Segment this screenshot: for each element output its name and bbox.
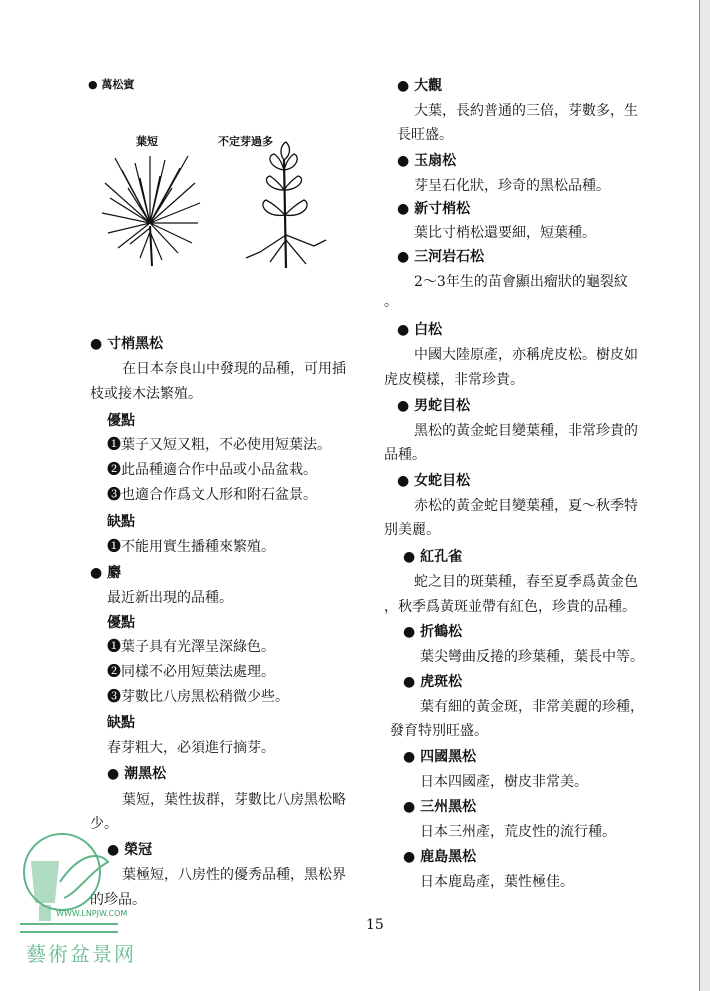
tiger-spot-line-2: 發育特別旺盛。 xyxy=(390,723,488,739)
heading-xin-cunshao-pine: ● 新寸梢松 xyxy=(397,201,471,217)
shikoku-line-1: 日本四國產，樹皮非常美。 xyxy=(420,774,588,790)
daguan-line-1: 大葉，長約普通的三倍，芽數多，生 xyxy=(414,103,638,119)
crane-pine-line-1: 葉尖彎曲反捲的珍葉種，葉長中等。 xyxy=(420,649,644,665)
heading-sanhe-rock-pine: ● 三河岩石松 xyxy=(397,249,485,265)
yingguan-desc-line-2: 的珍品。 xyxy=(90,892,146,908)
female-snake-eye-line-2: 別美麗。 xyxy=(384,522,440,538)
pine-bud-illustration xyxy=(240,140,330,270)
heading-male-snake-eye-pine: ● 男蛇目松 xyxy=(397,398,471,414)
heading-red-peacock: ● 紅孔雀 xyxy=(403,549,463,565)
pine-needle-illustration xyxy=(100,148,205,268)
heading-cunshao-pine: ● 寸梢黑松 xyxy=(90,336,164,352)
male-snake-eye-line-2: 品種。 xyxy=(384,447,426,463)
figure-label-adventitious-buds: 不定芽過多 xyxy=(218,135,273,148)
cunshao-con-1: ❶不能用實生播種來繁殖。 xyxy=(107,539,275,555)
heading-daguan: ● 大觀 xyxy=(397,78,443,94)
heading-crane-pine: ● 折鶴松 xyxy=(403,624,463,640)
she-pro-2: ❷同樣不必用短葉法處理。 xyxy=(107,664,275,680)
sanshu-line-1: 日本三州產，荒皮性的流行種。 xyxy=(420,824,616,840)
she-pro-1: ❶葉子具有光澤呈深綠色。 xyxy=(107,639,275,655)
heading-white-pine: ● 白松 xyxy=(397,322,443,338)
heading-tiger-spot-pine: ● 虎斑松 xyxy=(403,674,463,690)
heading-she: ● 麝 xyxy=(90,565,122,581)
sanhe-line-2: 。 xyxy=(384,294,398,310)
she-desc: 最近新出現的品種。 xyxy=(107,590,233,606)
male-snake-eye-line-1: 黑松的黃金蛇目變葉種，非常珍貴的 xyxy=(414,423,638,439)
heading-kashima-pine: ● 鹿島黑松 xyxy=(403,849,477,865)
page-number: 15 xyxy=(366,917,384,933)
page-edge-shadow xyxy=(699,0,710,991)
heading-yushan-pine: ● 玉扇松 xyxy=(397,153,457,169)
she-pro-3: ❸芽數比八房黑松稍微少些。 xyxy=(107,689,289,705)
figure-caption: ● 萬松賓 xyxy=(88,78,135,91)
chao-desc-line-1: 葉短，葉性拔群，芽數比八房黑松略 xyxy=(122,792,346,808)
watermark-url: WWW.LNPJW.COM xyxy=(56,909,128,918)
she-pros-label: 優點 xyxy=(107,615,135,631)
white-pine-line-2: 虎皮模樣，非常珍貴。 xyxy=(384,372,524,388)
cunshao-pro-3: ❸也適合作爲文人形和附石盆景。 xyxy=(107,487,317,503)
heading-female-snake-eye-pine: ● 女蛇目松 xyxy=(397,473,471,489)
daguan-line-2: 長旺盛。 xyxy=(397,127,453,143)
chao-desc-line-2: 少。 xyxy=(90,816,118,832)
female-snake-eye-line-1: 赤松的黃金蛇目變葉種，夏～秋季特 xyxy=(414,498,638,514)
cunshao-desc-line-1: 在日本奈良山中發現的品種，可用插 xyxy=(122,361,346,377)
cunshao-cons-label: 缺點 xyxy=(107,514,135,530)
kashima-line-1: 日本鹿島產，葉性極佳。 xyxy=(420,874,574,890)
red-peacock-line-1: 蛇之目的斑葉種，春至夏季爲黃金色 xyxy=(414,574,638,590)
heading-yingguan: ● 榮冠 xyxy=(107,842,153,858)
heading-chao-pine: ● 潮黑松 xyxy=(107,766,167,782)
watermark-text: 藝術盆景网 xyxy=(26,942,136,966)
figure-label-short-leaf: 葉短 xyxy=(136,135,158,148)
tiger-spot-line-1: 葉有細的黃金斑，非常美麗的珍種， xyxy=(420,699,644,715)
she-cons-text: 春芽粗大，必須進行摘芽。 xyxy=(107,740,275,756)
cunshao-desc-line-2: 枝或接木法繁殖。 xyxy=(90,386,202,402)
cunshao-pros-label: 優點 xyxy=(107,413,135,429)
she-cons-label: 缺點 xyxy=(107,715,135,731)
heading-sanshu-pine: ● 三州黑松 xyxy=(403,799,477,815)
heading-shikoku-pine: ● 四國黑松 xyxy=(403,749,477,765)
sanhe-line-1: 2～3年生的苗會顯出瘤狀的龜裂紋 xyxy=(414,274,628,290)
yingguan-desc-line-1: 葉極短，八房性的優秀品種，黑松界 xyxy=(122,867,346,883)
red-peacock-line-2: ，秋季爲黃斑並帶有紅色，珍貴的品種。 xyxy=(384,599,636,615)
xin-cunshao-line-1: 葉比寸梢松還要細，短葉種。 xyxy=(414,225,596,241)
yushan-line-1: 芽呈石化狀，珍奇的黑松品種。 xyxy=(414,178,610,194)
cunshao-pro-1: ❶葉子又短又粗，不必使用短葉法。 xyxy=(107,437,331,453)
white-pine-line-1: 中國大陸原產，亦稱虎皮松。樹皮如 xyxy=(414,347,638,363)
cunshao-pro-2: ❷此品種適合作中品或小品盆栽。 xyxy=(107,462,317,478)
